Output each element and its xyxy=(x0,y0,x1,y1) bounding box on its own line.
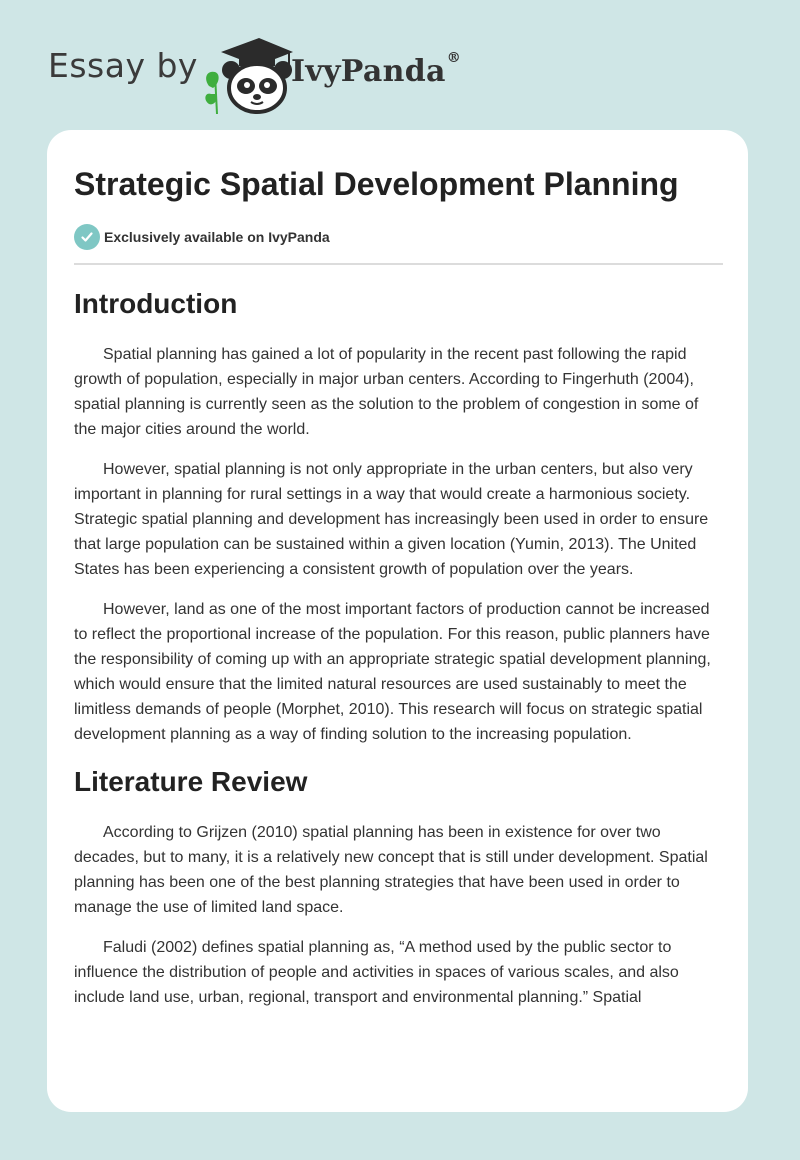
brand-name[interactable]: IvyPanda® xyxy=(291,50,462,89)
paragraph: According to Grijzen (2010) spatial planning has been in existence for over two decades, but to many, it is a relatively new concept that is still under development. Spatial planning has been one of the best planning strategies that have been used in order to manage the use of limited land space. xyxy=(74,824,708,916)
essay-content xyxy=(74,164,723,1010)
paragraph: However, land as one of the most important factors of production cannot be increased to reflect the proportional increase of the population. For this reason, public planners have the responsibility of coming up with an appropriate strategic spatial development planning, which would ensure that the limited natural resources are used sustainably to meet the limitless demands of people (Morphet, 2010). This research will focus on strategic spatial development planning as a way of finding solution to the increasing population. xyxy=(74,601,711,743)
essay-card xyxy=(47,130,748,1112)
section-heading-introduction: Introduction xyxy=(74,288,238,319)
page-title: Strategic Spatial Development Planning xyxy=(74,166,679,202)
paragraph: Faludi (2002) defines spatial planning as, “A method used by the public sector to influence the distribution of people and activities in spaces of various scales, and also include land use, urban, regional, transport and environmental planning.” Spatial xyxy=(74,939,679,1006)
title-divider xyxy=(74,263,723,265)
badge-label: Exclusively available on IvyPanda xyxy=(104,229,330,245)
exclusive-badge xyxy=(74,224,723,250)
paragraph: Spatial planning has gained a lot of popularity in the recent past following the rapid growth of population, especially in major urban centers. According to Fingerhuth (2004), spatial planning is currently seen as the solution to the problem of congestion in some of the major cities around the world. xyxy=(74,346,699,438)
site-header xyxy=(48,28,748,118)
checkmark-icon xyxy=(74,224,100,250)
registered-mark: ® xyxy=(446,50,462,66)
essay-by-label: Essay by xyxy=(48,46,198,85)
section-heading-literature-review: Literature Review xyxy=(74,766,308,797)
paragraph: However, spatial planning is not only appropriate in the urban centers, but also very important in planning for rural settings in a way that would create a harmonious society. Strategic spatial planning and development has increasingly been used in order to ensure that large population can be sustained within a given location (Yumin, 2013). The United States has been experiencing a consistent growth of population over the years. xyxy=(74,461,709,578)
panda-logo-icon[interactable] xyxy=(201,34,297,116)
